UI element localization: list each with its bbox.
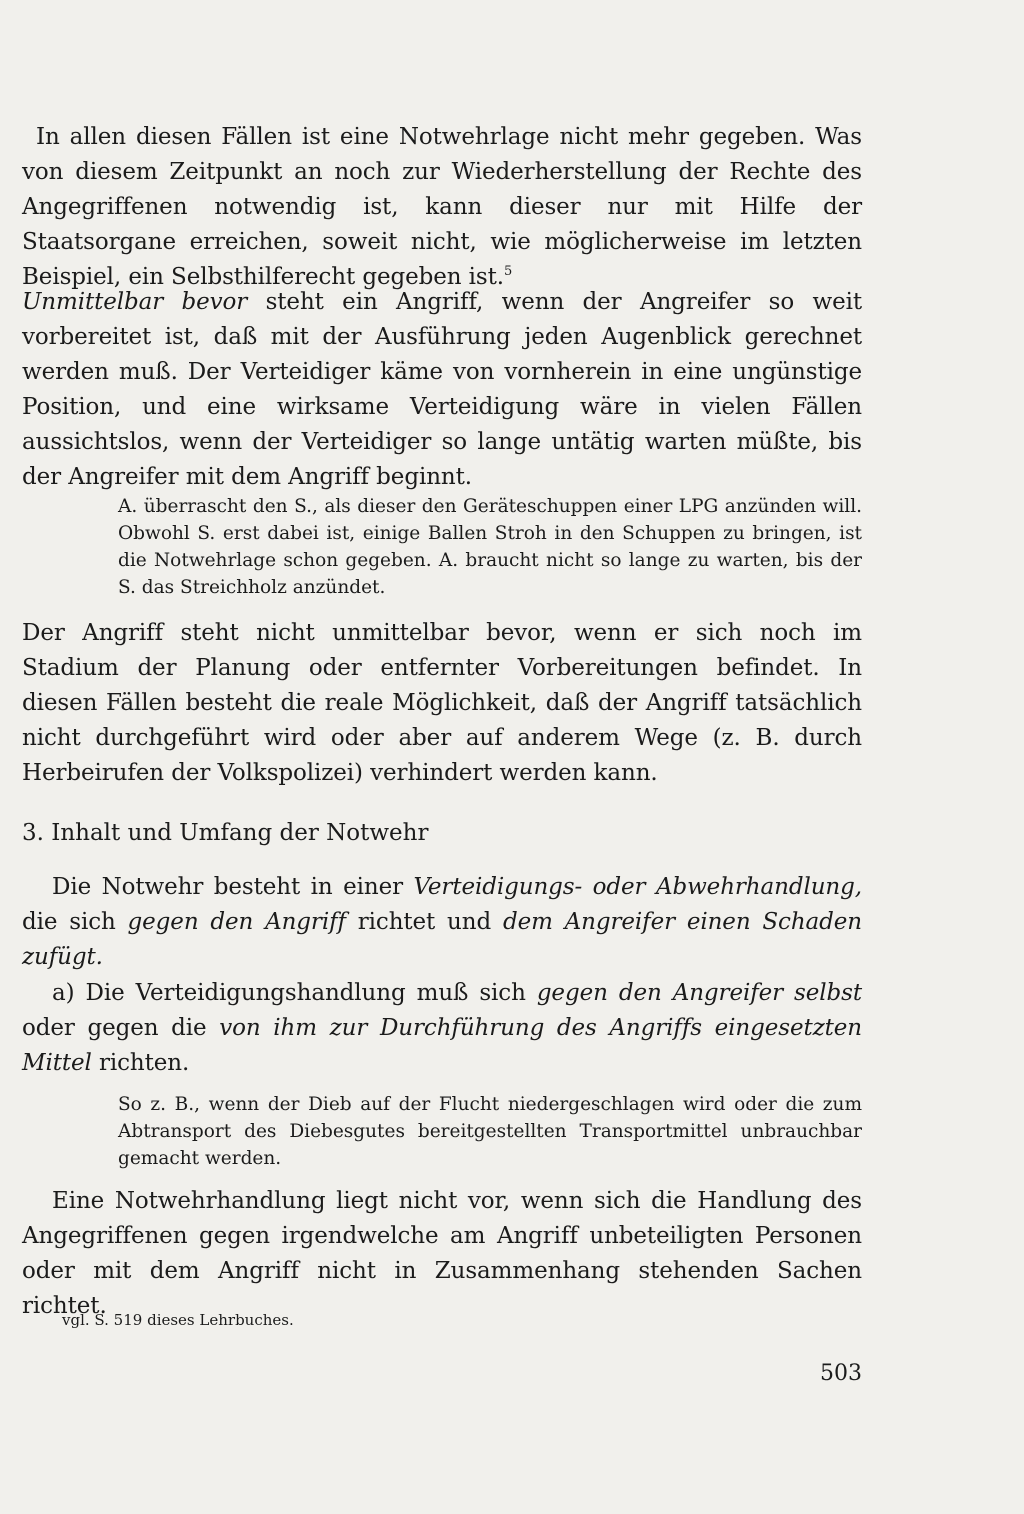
- paragraph-text: oder gegen die: [22, 1015, 220, 1041]
- paragraph-notwehr-besteht: [22, 870, 862, 975]
- italic-term: dem Angreifer einen Schaden zufügt.: [22, 909, 862, 970]
- paragraph-keine-notwehrhandlung: [22, 1184, 862, 1324]
- italic-term: von ihm zur Durchführung des Angriffs eingesetzten Mittel: [22, 1015, 862, 1076]
- paragraph-text: a) Die Verteidigungshandlung muß sich: [52, 980, 537, 1006]
- paragraph-notwehrlage: [22, 120, 862, 295]
- paragraph-unmittelbar-bevor: [22, 285, 862, 495]
- paragraph-text: Eine Notwehrhandlung liegt nicht vor, wenn sich die Handlung des Angegriffenen gegen irgendwelche am Angriff unbeteiligten Personen oder mit dem Angriff nicht in Zusammenhang stehenden Sachen richtet.: [22, 1188, 862, 1319]
- footnote: vgl. S. 519 dieses Lehrbuches.: [62, 1311, 294, 1329]
- example-dieb: [118, 1091, 862, 1172]
- italic-term: gegen den Angriff: [127, 909, 346, 935]
- paragraph-text: In allen diesen Fällen ist eine Notwehrlage nicht mehr gegeben. Was von diesem Zeitpunkt an noch zur Wiederherstellung der Rechte des Angegriffenen notwendig ist, kann dieser nur mit Hilfe der Staatsorgane erreichen, soweit nicht, wie möglicherweise im letzten Beispiel, ein Selbsthilferecht gegeben ist.: [22, 124, 862, 290]
- paragraph-verteidigungshandlung: [22, 976, 862, 1081]
- italic-term: Verteidigungs- oder Abwehrhandlung,: [413, 874, 862, 900]
- italic-term: Unmittelbar bevor: [22, 289, 248, 315]
- italic-term: gegen den Angreifer selbst: [536, 980, 862, 1006]
- paragraph-planung: [22, 616, 862, 791]
- page-number: 503: [820, 1361, 862, 1386]
- example-lpg: [118, 493, 862, 601]
- example-text: A. überrascht den S., als dieser den Geräteschuppen einer LPG anzünden will. Obwohl S. erst dabei ist, einige Ballen Stroh in den Schuppen zu bringen, ist die Notwehrlage schon gegeben. A. braucht nicht so lange zu warten, bis der S. das Streichholz anzündet.: [118, 496, 862, 598]
- example-text: So z. B., wenn der Dieb auf der Flucht niedergeschlagen wird oder die zum Abtransport des Diebesgutes bereitgestellten Transportmittel unbrauchbar gemacht werden.: [118, 1094, 862, 1169]
- paragraph-text: Die Notwehr besteht in einer: [52, 874, 414, 900]
- paragraph-text: Der Angriff steht nicht unmittelbar bevor, wenn er sich noch im Stadium der Planung oder entfernter Vorbereitungen befindet. In diesen Fällen besteht die reale Möglichkeit, daß der Angriff tatsächlich nicht durchgeführt wird oder aber auf anderem Wege (z. B. durch Herbeirufen der Volkspolizei) verhindert werden kann.: [22, 620, 862, 786]
- paragraph-text: richtet und: [345, 909, 503, 935]
- paragraph-text: richten.: [91, 1050, 190, 1076]
- paragraph-text: die sich: [22, 909, 128, 935]
- paragraph-text: steht ein Angriff, wenn der Angreifer so weit vorbereitet ist, daß mit der Ausführung jeden Augenblick gerechnet werden muß. Der Verteidiger käme von vornherein in eine ungünstige Position, und eine wirksame Verteidigung wäre in vielen Fällen aussichtslos, wenn der Verteidiger so lange untätig warten müßte, bis der Angreifer mit dem Angriff beginnt.: [22, 289, 862, 490]
- footnote-reference: 5: [503, 264, 513, 279]
- section-heading: 3. Inhalt und Umfang der Notwehr: [22, 820, 429, 846]
